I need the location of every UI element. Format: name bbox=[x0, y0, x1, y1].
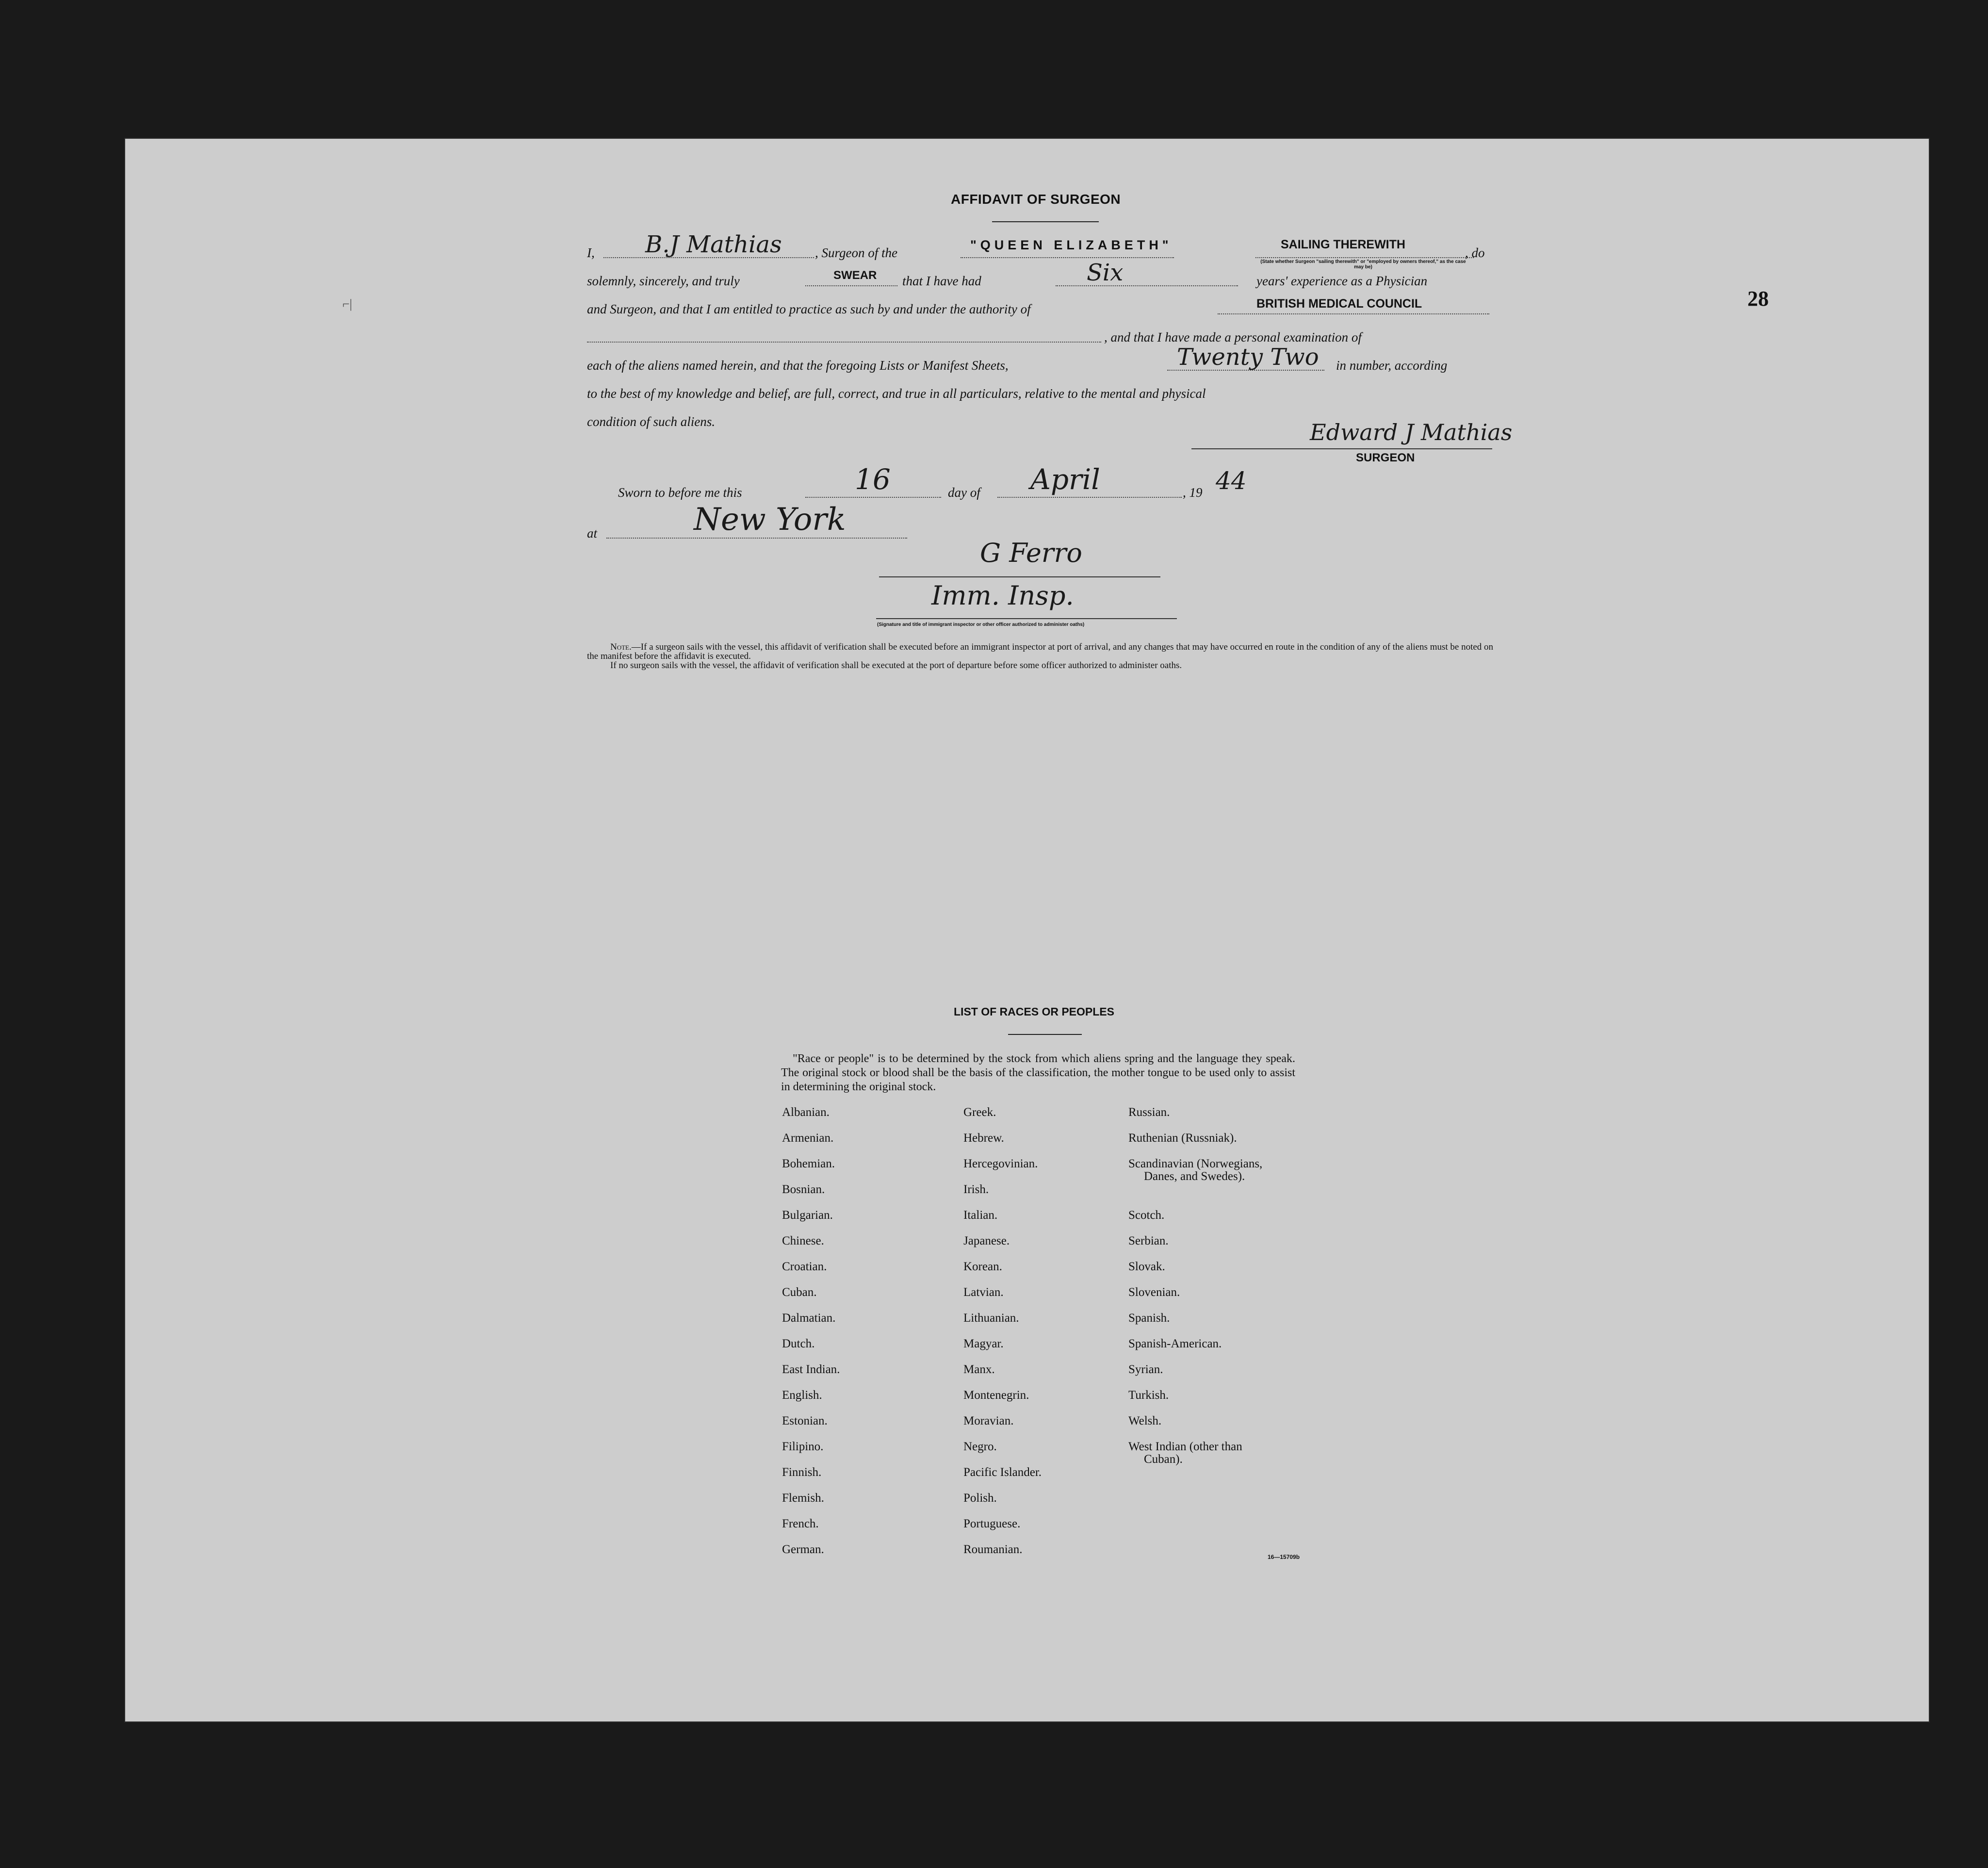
race-item-line: Danes, and Swedes). bbox=[1144, 1170, 1245, 1183]
race-item: Finnish. bbox=[782, 1466, 822, 1479]
affidavit-line-3 bbox=[587, 294, 1494, 321]
race-item: Flemish. bbox=[782, 1491, 824, 1505]
dotted-line bbox=[1218, 313, 1489, 314]
race-item: Korean. bbox=[963, 1260, 1002, 1273]
dotted-line bbox=[961, 257, 1174, 258]
race-item: Estonian. bbox=[782, 1414, 828, 1427]
sheets-handwritten: Twenty Two bbox=[1177, 344, 1319, 371]
race-item-line: Cuban). bbox=[1144, 1453, 1183, 1466]
oath-word: SWEAR bbox=[833, 269, 877, 282]
text-i: I, bbox=[587, 246, 595, 260]
affidavit-title: AFFIDAVIT OF SURGEON bbox=[951, 192, 1121, 207]
race-item: Bulgarian. bbox=[782, 1209, 833, 1222]
dotted-line bbox=[1255, 257, 1474, 258]
surgeon-label: SURGEON bbox=[1356, 451, 1415, 464]
races-column-2 bbox=[963, 1106, 1042, 1569]
race-item: East Indian. bbox=[782, 1363, 840, 1376]
text-condition: condition of such aliens. bbox=[587, 414, 715, 429]
race-item: Spanish-American. bbox=[1128, 1337, 1222, 1350]
affidavit-line-4 bbox=[587, 322, 1494, 349]
text-best-of-knowledge: to the best of my knowledge and belief, are full, correct, and true in all particulars, relative to the mental and physical bbox=[587, 386, 1206, 401]
race-item: French. bbox=[782, 1517, 819, 1530]
race-item: Dalmatian. bbox=[782, 1311, 836, 1325]
dotted-line bbox=[997, 497, 1182, 498]
race-item: Dutch. bbox=[782, 1337, 815, 1350]
race-item: Hercegovinian. bbox=[963, 1157, 1038, 1170]
race-item: Manx. bbox=[963, 1363, 995, 1376]
years-handwritten: Six bbox=[1087, 259, 1124, 286]
race-item: Irish. bbox=[963, 1183, 989, 1196]
sailing-status: SAILING THEREWITH bbox=[1281, 238, 1405, 251]
signature-line bbox=[876, 618, 1177, 619]
signature-line bbox=[879, 576, 1160, 577]
dotted-line bbox=[606, 538, 907, 539]
races-column-3 bbox=[1128, 1106, 1262, 1492]
text-at: at bbox=[587, 526, 598, 541]
text-years-experience: years' experience as a Physician bbox=[1256, 274, 1428, 288]
year-handwritten: 44 bbox=[1216, 467, 1247, 495]
race-item: Greek. bbox=[963, 1106, 996, 1119]
race-item: Bohemian. bbox=[782, 1157, 835, 1170]
race-item: Welsh. bbox=[1128, 1414, 1162, 1427]
affidavit-note bbox=[587, 642, 1499, 670]
text-in-number: in number, according bbox=[1336, 358, 1448, 373]
title-underline bbox=[992, 221, 1099, 222]
signature-line bbox=[1191, 448, 1492, 449]
ship-name: "QUEEN ELIZABETH" bbox=[970, 238, 1173, 252]
races-title: LIST OF RACES OR PEOPLES bbox=[954, 1005, 1114, 1018]
page-number: 28 bbox=[1747, 287, 1769, 311]
affidavit-line-6 bbox=[587, 378, 1494, 406]
race-item: Montenegrin. bbox=[963, 1389, 1029, 1402]
race-item-line: West Indian (other than bbox=[1128, 1440, 1242, 1453]
note-text-1: —If a surgeon sails with the vessel, this affidavit of verification shall be executed before an immigrant inspector at port of arrival, and any changes that may have occurred en route in the condition of any of the aliens must be noted on the manifest before the affidavit is executed. bbox=[587, 642, 1494, 661]
races-intro-text: "Race or people" is to be determined by the stock from which aliens spring and the language they speak. The original stock or blood shall be the basis of the classification, the mother tongue to be used only to assist in determining the original stock. bbox=[781, 1052, 1295, 1093]
inspector-caption: (Signature and title of immigrant inspector or other officer authorized to administer oaths) bbox=[877, 622, 1085, 627]
race-item: Japanese. bbox=[963, 1234, 1010, 1247]
surgeon-signature: Edward J Mathias bbox=[1310, 419, 1513, 445]
race-item: Hebrew. bbox=[963, 1131, 1004, 1145]
sworn-line bbox=[618, 463, 1297, 505]
dotted-line bbox=[587, 342, 1101, 343]
sailing-state-note: (State whether Surgeon "sailing therewith" or "employed by owners thereof," as the case may be) bbox=[1260, 259, 1466, 270]
race-item bbox=[1128, 1441, 1262, 1492]
race-item: Italian. bbox=[963, 1209, 998, 1222]
race-item: Slovak. bbox=[1128, 1260, 1165, 1273]
race-item: Negro. bbox=[963, 1440, 997, 1453]
race-item: Cuban. bbox=[782, 1286, 817, 1299]
inspector-signature: G Ferro bbox=[980, 538, 1082, 568]
race-item: Latvian. bbox=[963, 1286, 1004, 1299]
text-and-surgeon: and Surgeon, and that I am entitled to practice as such by and under the authority of bbox=[587, 302, 1031, 316]
race-item: Armenian. bbox=[782, 1131, 834, 1145]
race-item: Filipino. bbox=[782, 1440, 824, 1453]
text-do: , do bbox=[1465, 246, 1485, 260]
authority: BRITISH MEDICAL COUNCIL bbox=[1256, 297, 1422, 311]
race-item: Croatian. bbox=[782, 1260, 827, 1273]
text-and-that: , and that I have made a personal examination of bbox=[1104, 330, 1362, 344]
note-text-2: If no surgeon sails with the vessel, the affidavit of verification shall be executed at the port of departure before some officer authorized to administer oaths. bbox=[610, 660, 1182, 671]
day-handwritten: 16 bbox=[855, 463, 891, 496]
race-item: Chinese. bbox=[782, 1234, 824, 1247]
text-nineteen: , 19 bbox=[1183, 485, 1203, 500]
dotted-line bbox=[805, 497, 941, 498]
race-item: Portuguese. bbox=[963, 1517, 1021, 1530]
inspector-title-handwritten: Imm. Insp. bbox=[931, 580, 1074, 611]
month-handwritten: April bbox=[1030, 463, 1100, 496]
affidavit-line-1 bbox=[587, 231, 1494, 270]
race-item: Pacific Islander. bbox=[963, 1466, 1042, 1479]
race-item: Syrian. bbox=[1128, 1363, 1163, 1376]
race-item: English. bbox=[782, 1389, 822, 1402]
affidavit-line-5 bbox=[587, 344, 1494, 377]
race-item bbox=[1128, 1158, 1262, 1209]
race-item: Polish. bbox=[963, 1491, 997, 1505]
races-title-underline bbox=[1008, 1034, 1082, 1035]
race-item: Bosnian. bbox=[782, 1183, 825, 1196]
races-column-1 bbox=[782, 1106, 840, 1569]
form-number: 16—15709b bbox=[1268, 1554, 1300, 1560]
dotted-line bbox=[805, 285, 897, 286]
text-solemnly: solemnly, sincerely, and truly bbox=[587, 274, 740, 288]
race-item: Serbian. bbox=[1128, 1234, 1169, 1247]
at-line bbox=[587, 502, 927, 545]
text-sworn: Sworn to before me this bbox=[618, 485, 742, 500]
race-item: Magyar. bbox=[963, 1337, 1004, 1350]
text-each-of-the-aliens: each of the aliens named herein, and that the foregoing Lists or Manifest Sheets, bbox=[587, 358, 1009, 373]
place-handwritten: New York bbox=[694, 502, 846, 538]
race-item: Albanian. bbox=[782, 1106, 830, 1119]
race-item: Moravian. bbox=[963, 1414, 1014, 1427]
race-item: German. bbox=[782, 1543, 824, 1556]
race-item: Slovenian. bbox=[1128, 1286, 1180, 1299]
race-item: Lithuanian. bbox=[963, 1311, 1019, 1325]
races-intro bbox=[781, 1052, 1295, 1094]
race-item: Turkish. bbox=[1128, 1389, 1169, 1402]
text-day-of: day of bbox=[948, 485, 980, 500]
note-label: Note. bbox=[610, 642, 632, 652]
margin-mark: ⌐| bbox=[342, 297, 352, 311]
text-that-i-have-had: that I have had bbox=[902, 274, 981, 288]
race-item: Russian. bbox=[1128, 1106, 1170, 1119]
surgeon-name-handwritten: B.J Mathias bbox=[645, 231, 782, 258]
race-item-line: Scandinavian (Norwegians, bbox=[1128, 1157, 1263, 1170]
text-surgeon-of: , Surgeon of the bbox=[815, 246, 897, 260]
race-item: Roumanian. bbox=[963, 1543, 1023, 1556]
race-item: Scotch. bbox=[1128, 1209, 1165, 1222]
dotted-line bbox=[1056, 285, 1238, 286]
race-item: Ruthenian (Russniak). bbox=[1128, 1131, 1237, 1145]
race-item: Spanish. bbox=[1128, 1311, 1170, 1325]
